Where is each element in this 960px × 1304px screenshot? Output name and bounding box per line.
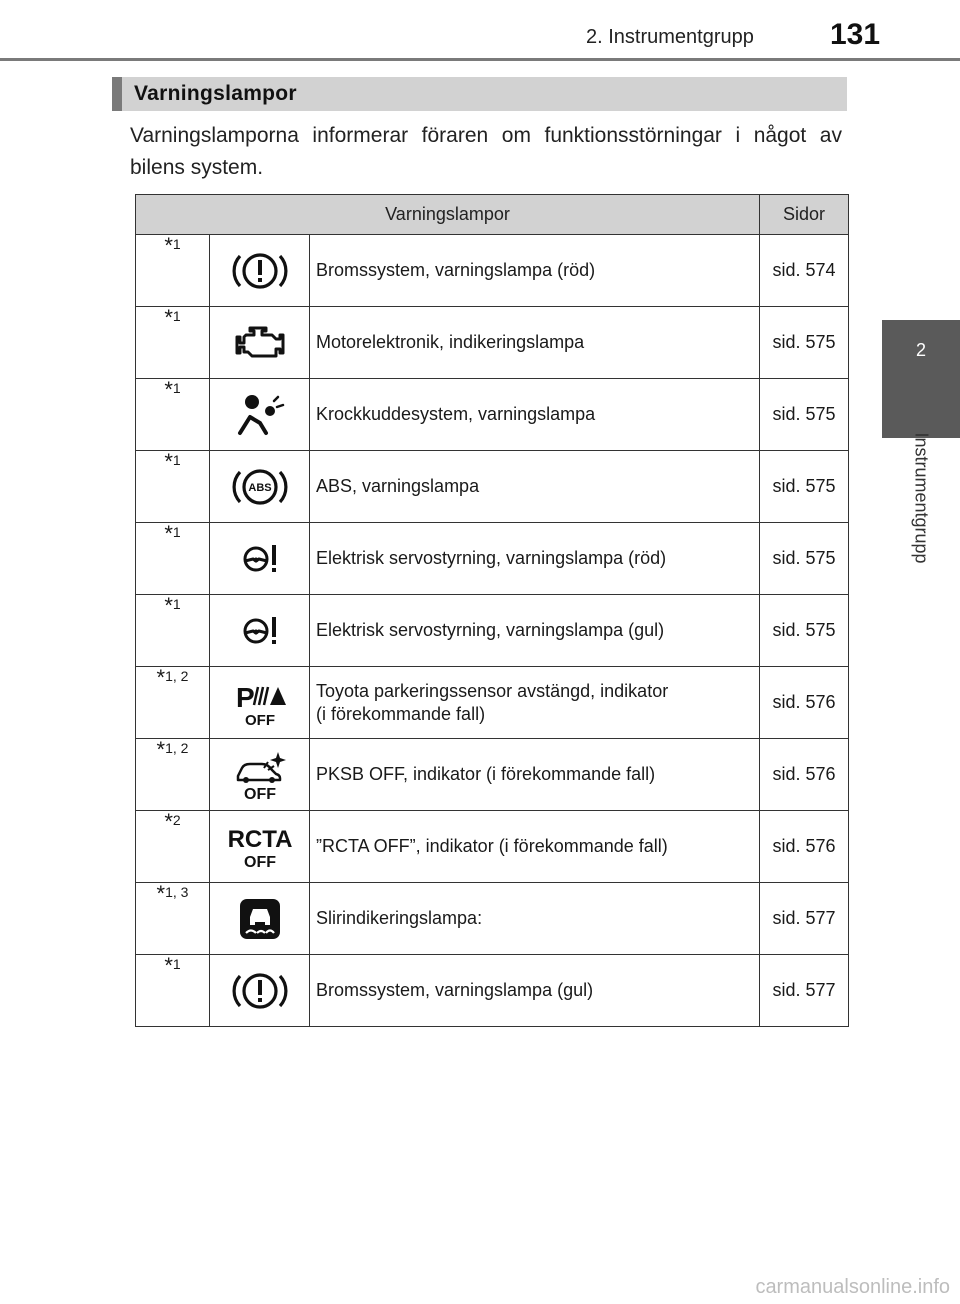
table-row [136,451,849,523]
footnote-marker: *$^{1, 2}$ [136,739,210,811]
table-row [136,379,849,451]
header-pages: Sidor [760,195,849,235]
footnote-marker: *$^1$ [136,523,210,595]
lamp-description: Elektrisk servostyrning, varningslampa (röd) [310,523,760,595]
table-row [136,235,849,307]
svg-text:OFF: OFF [244,711,275,729]
engine-check-icon [210,307,310,379]
svg-text:ABS: ABS [247,481,272,494]
svg-text:OFF: OFF [243,785,276,802]
lamp-description: Slirindikeringslampa: [310,883,760,955]
page-reference: sid. 575 [760,595,849,667]
watermark: carmanualsonline.info [755,1276,950,1298]
table-row [136,667,849,739]
page-reference: sid. 576 [760,739,849,811]
brake-system-warning-icon [210,955,310,1027]
parking-sensor-off-icon [210,667,310,739]
power-steering-warning-icon [210,523,310,595]
header-section-title: 2. Instrumentgrupp [586,26,754,48]
lamp-description: ”RCTA OFF”, indikator (i förekommande fall) [310,811,760,883]
footnote-marker: *$^1$ [136,451,210,523]
table-row [136,523,849,595]
lamp-description: Bromssystem, varningslampa (gul) [310,955,760,1027]
table-row [136,811,849,883]
power-steering-warning-icon [210,595,310,667]
page-reference: sid. 575 [760,307,849,379]
rcta-off-icon [210,811,310,883]
page-reference: sid. 577 [760,883,849,955]
lamp-description: ABS, varningslampa [310,451,760,523]
section-heading [112,77,847,111]
lamp-description: PKSB OFF, indikator (i förekommande fall) [310,739,760,811]
footnote-marker: *$^1$ [136,379,210,451]
footnote-marker: *$^1$ [136,955,210,1027]
footnote-marker: *$^1$ [136,595,210,667]
svg-text:P: P [235,681,255,713]
section-heading-text: Varningslampor [134,82,297,105]
table-row [136,595,849,667]
header-rule [0,58,960,61]
footnote-marker: *$^1$ [136,235,210,307]
table-header-row [136,195,849,235]
footnote-marker: *$^1$ [136,307,210,379]
page-number: 131 [830,18,881,51]
table-row [136,307,849,379]
side-tab-number: 2 [915,340,926,360]
lamp-description: Motorelektronik, indikeringslampa [310,307,760,379]
airbag-warning-icon [210,379,310,451]
side-tab-label: Instrumentgrupp [911,432,932,564]
lamp-description: Toyota parkeringssensor avstängd, indikator (i förekommande fall) [310,667,760,739]
lamp-description: Krockkuddesystem, varningslampa [310,379,760,451]
warning-lamps-table [135,194,849,1027]
slip-indicator-icon [210,883,310,955]
side-tab [882,320,960,438]
page-reference: sid. 574 [760,235,849,307]
abs-warning-icon [210,451,310,523]
intro-paragraph: Varningslamporna informerar föraren om funktionsstörningar i något av bilens system. [130,124,842,179]
table-row [136,883,849,955]
svg-text:RCTA: RCTA [227,825,292,853]
page-reference: sid. 575 [760,523,849,595]
footnote-marker: *$^{1, 2}$ [136,667,210,739]
lamp-description: Elektrisk servostyrning, varningslampa (gul) [310,595,760,667]
header-lamps: Varningslampor [136,195,760,235]
footnote-marker: *$^{1, 3}$ [136,883,210,955]
table-row [136,955,849,1027]
table-row [136,739,849,811]
page-reference: sid. 577 [760,955,849,1027]
page-reference: sid. 575 [760,451,849,523]
brake-system-warning-icon [210,235,310,307]
page-reference: sid. 575 [760,379,849,451]
footnote-marker: *$^2$ [136,811,210,883]
page-reference: sid. 576 [760,811,849,883]
lamp-description: Bromssystem, varningslampa (röd) [310,235,760,307]
pksb-off-icon [210,739,310,811]
svg-text:OFF: OFF [243,853,276,871]
page-reference: sid. 576 [760,667,849,739]
